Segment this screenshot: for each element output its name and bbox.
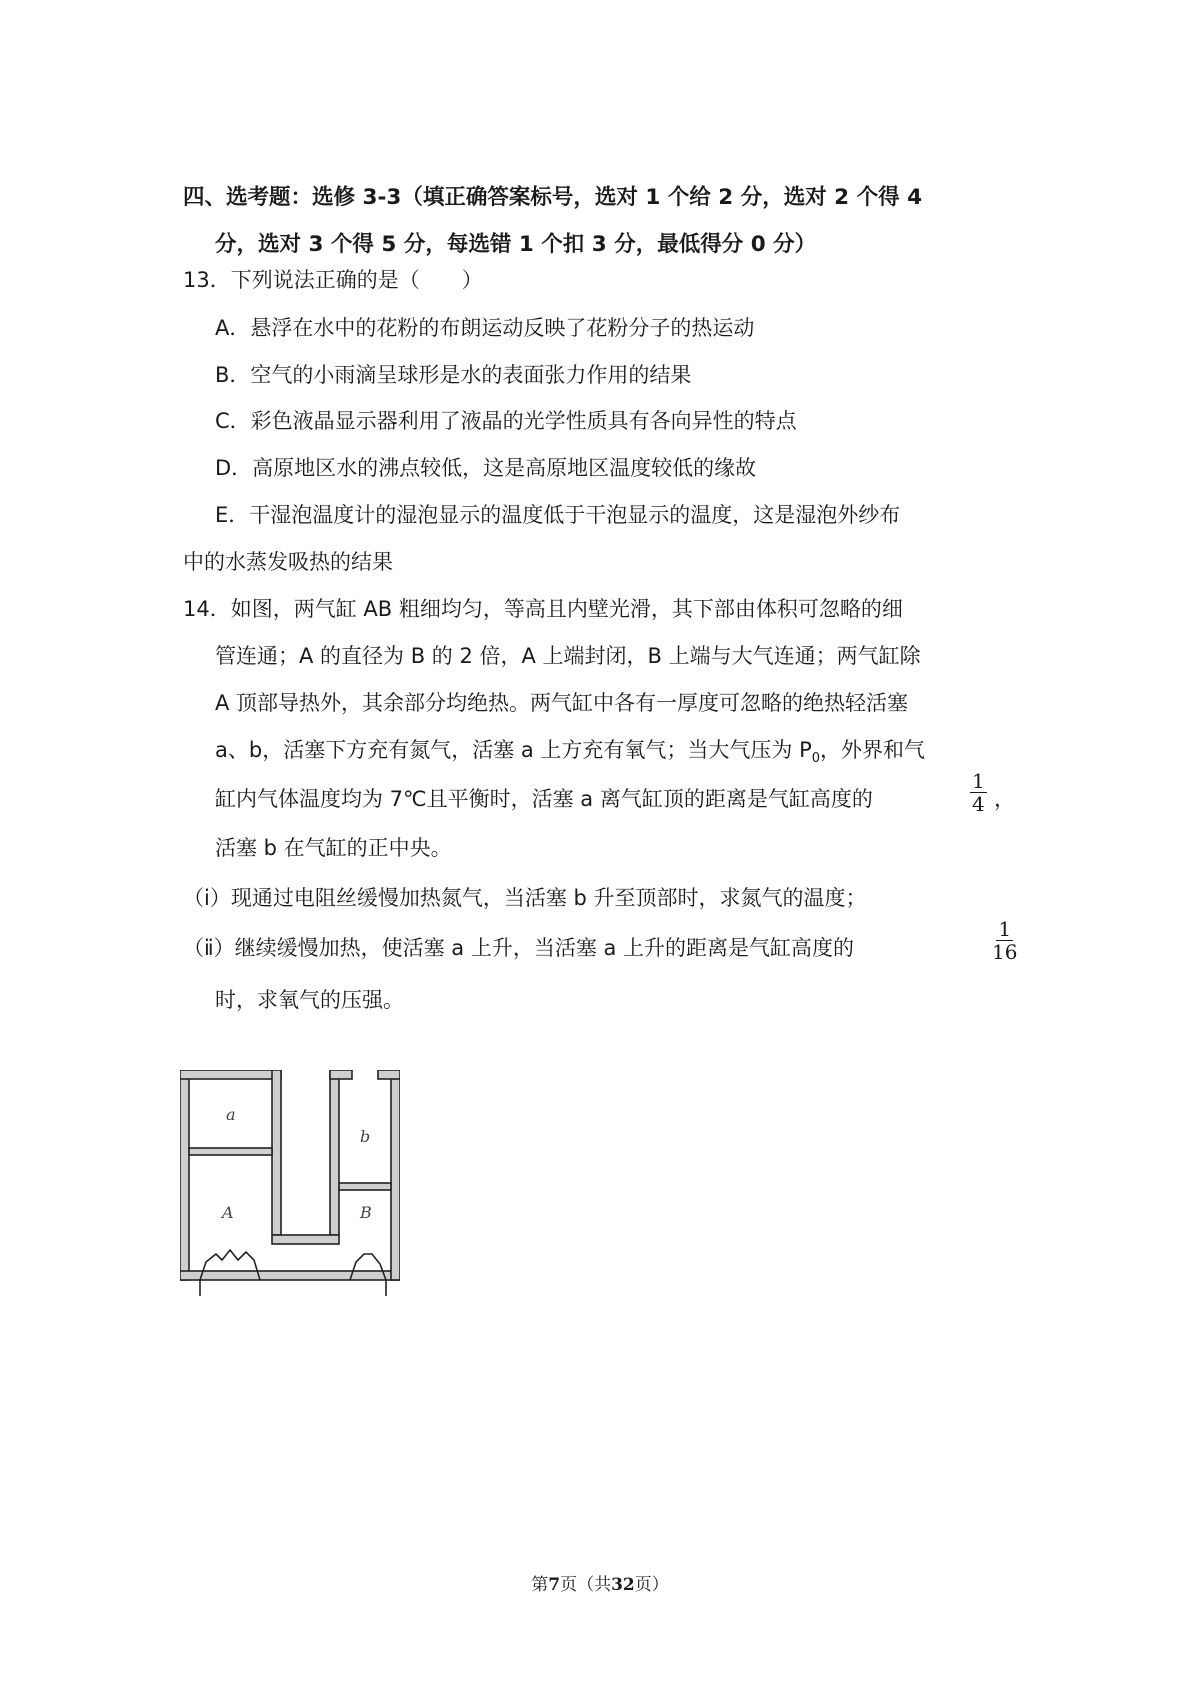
q14-line4-post: ，外界和气 <box>820 738 926 762</box>
q14-line4 <box>215 735 925 774</box>
page-footer <box>0 1570 1200 1595</box>
piston-a <box>189 1148 272 1155</box>
cylinder-b-top-lip-left <box>330 1070 352 1079</box>
fraction-one-quarter <box>970 770 987 815</box>
bottom-wall <box>180 1271 400 1280</box>
footer-page-number: 7 <box>548 1575 561 1595</box>
cylinder-diagram <box>180 1070 400 1300</box>
q13-option-b: B．空气的小雨滴呈球形是水的表面张力作用的结果 <box>215 363 692 387</box>
fraction-denominator: 16 <box>992 940 1018 964</box>
cylinder-b-top-lip-right <box>378 1070 400 1079</box>
q14-part-ii: （ⅱ）继续缓慢加热，使活塞 a 上升，当活塞 a 上升的距离是气缸高度的 <box>183 936 855 960</box>
q14-part-ii-cont: 时，求氧气的压强。 <box>215 988 404 1012</box>
q13-option-e-cont: 中的水蒸发吸热的结果 <box>183 550 393 574</box>
footer-post: 页） <box>634 1575 669 1595</box>
q14-line6: 活塞 b 在气缸的正中央。 <box>215 836 452 860</box>
piston-b <box>339 1183 391 1190</box>
q13-option-e: E．干湿泡温度计的湿泡显示的温度低于干泡显示的温度，这是湿泡外纱布 <box>215 503 901 527</box>
q14-line3: A 顶部导热外，其余部分均绝热。两气缸中各有一厚度可忽略的绝热轻活塞 <box>215 691 909 715</box>
cylinder-b-right-wall <box>391 1070 400 1280</box>
cylinder-a-right-wall <box>272 1070 281 1235</box>
q14-line5-end: ， <box>994 787 1015 811</box>
label-b: b <box>360 1127 371 1146</box>
connecting-tube <box>272 1235 339 1244</box>
cylinder-b-left-wall <box>330 1070 339 1235</box>
fraction-denominator: 4 <box>972 792 985 816</box>
label-B: B <box>360 1203 372 1222</box>
q14-line2: 管连通；A 的直径为 B 的 2 倍，A 上端封闭，B 上端与大气连通；两气缸除 <box>215 644 921 668</box>
label-A: A <box>222 1203 234 1222</box>
q13-option-d: D．高原地区水的沸点较低，这是高原地区温度较低的缘故 <box>215 456 757 480</box>
section-heading-line2: 分，选对 3 个得 5 分，每选错 1 个扣 3 分，最低得分 0 分） <box>215 232 817 257</box>
section-heading-line1: 四、选考题：选修 3-3（填正确答案标号，选对 1 个给 2 分，选对 2 个得 4 <box>183 185 923 210</box>
cylinder-a-top-wall <box>180 1070 281 1079</box>
fraction-one-sixteenth <box>990 918 1019 963</box>
q14-line5: 缸内气体温度均为 7℃且平衡时，活塞 a 离气缸顶的距离是气缸高度的 <box>215 787 873 811</box>
footer-mid: 页（共 <box>560 1575 612 1595</box>
q14-pressure-subscript: 0 <box>811 751 821 767</box>
footer-total-pages: 32 <box>611 1575 635 1595</box>
q14-line1: 14．如图，两气缸 AB 粗细均匀，等高且内壁光滑，其下部由体积可忽略的细 <box>183 597 903 621</box>
q13-stem: 13．下列说法正确的是（ ） <box>183 268 483 292</box>
cylinder-a-left-wall <box>180 1070 189 1280</box>
q13-option-c: C．彩色液晶显示器利用了液晶的光学性质具有各向异性的特点 <box>215 409 797 433</box>
fraction-numerator: 1 <box>972 769 985 793</box>
footer-pre: 第 <box>531 1575 549 1595</box>
q14-part-i: （ⅰ）现通过电阻丝缓慢加热氮气，当活塞 b 升至顶部时，求氮气的温度； <box>183 886 867 910</box>
q13-option-a: A．悬浮在水中的花粉的布朗运动反映了花粉分子的热运动 <box>215 316 755 340</box>
fraction-numerator: 1 <box>998 917 1012 941</box>
q14-line4-pre: a、b，活塞下方充有氮气，活塞 a 上方充有氧气；当大气压为 P <box>215 738 812 762</box>
label-a: a <box>226 1105 236 1124</box>
